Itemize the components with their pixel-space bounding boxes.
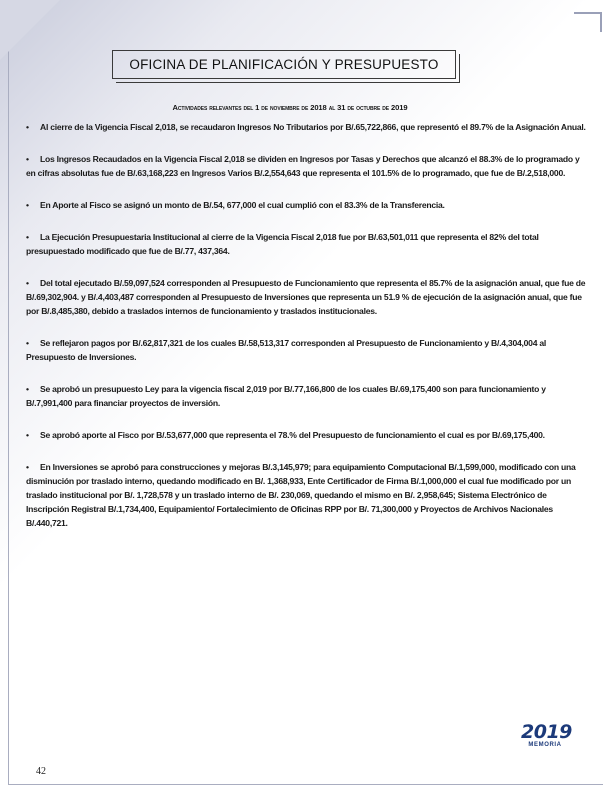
list-item-text: Los Ingresos Recaudados en la Vigencia Fiscal 2,018 se dividen en Ingresos por Tasas y Derechos que alcanzó el 88.3% de lo programado y en cifras absolutas fue de B/.63,168,223 en Ingresos Varios B/.2,554,643 que representa el 101.5% de lo programado, que fue de B/.2,518,000. (26, 154, 580, 178)
memoria-2019-logo (521, 721, 572, 756)
list-item (26, 382, 586, 410)
list-item (26, 428, 586, 442)
list-item (26, 276, 586, 318)
corner-bracket-decoration (574, 12, 602, 32)
list-item-text: Se reflejaron pagos por B/.62,817,321 de los cuales B/.58,513,317 corresponden al Presupuesto de Funcionamiento y B/.4,304,004 al Presupuesto de Inversiones. (26, 338, 547, 362)
bullet-icon: • (26, 122, 29, 132)
bullet-icon: • (26, 154, 29, 164)
page-title: OFICINA DE PLANIFICACIÓN Y PRESUPUESTO (129, 57, 439, 72)
bullet-icon: • (26, 430, 29, 440)
list-item-text: Al cierre de la Vigencia Fiscal 2,018, se recaudaron Ingresos No Tributarios por B/.65,722,866, que representó el 89.7% de la Asignación Anual. (40, 122, 586, 132)
list-item-text: La Ejecución Presupuestaria Institucional al cierre de la Vigencia Fiscal 2,018 fue por B/.63,501,011 que representa el 82% del total presupuestado modificado que fue de B/.77, 437,364. (26, 232, 539, 256)
bullet-icon: • (26, 278, 29, 288)
title-box (112, 50, 456, 79)
list-item-text: En Aporte al Fisco se asignó un monto de B/.54, 677,000 el cual cumplió con el 83.3% de la Transferencia. (40, 200, 445, 210)
logo-label: MEMORIA (528, 742, 562, 748)
logo-year: 2019 (521, 721, 572, 743)
list-item (26, 198, 586, 212)
list-item (26, 230, 586, 258)
page-number: 42 (36, 766, 46, 777)
list-item (26, 460, 586, 530)
section-subtitle: Actividades relevantes del 1 de noviembre de 2018 al 31 de octubre de 2019 (172, 103, 408, 112)
list-item-text: Del total ejecutado B/.59,097,524 corresponden al Presupuesto de Funcionamiento que representa el 85.7% de la asignación anual, que fue de B/.69,302,904. y B/.4,403,487 corresponden al Presupuesto de Inversiones que representa un 51.9 % de ejecución de la asignación anual, que fue por B/.8,485,380, debido a traslados internos de funcionamiento y traslados institucionales. (26, 278, 586, 316)
bullet-icon: • (26, 338, 29, 348)
bullet-icon: • (26, 200, 29, 210)
activity-list (26, 120, 586, 530)
list-item-text: Se aprobó aporte al Fisco por B/.53,677,000 que representa el 78.% del Presupuesto de funcionamiento el cual es por B/.69,175,400. (40, 430, 545, 440)
bullet-icon: • (26, 462, 29, 472)
list-item (26, 336, 586, 364)
bullet-icon: • (26, 384, 29, 394)
corner-decoration (0, 0, 60, 60)
list-item (26, 120, 586, 134)
list-item-text: Se aprobó un presupuesto Ley para la vigencia fiscal 2,019 por B/.77,166,800 de los cuales B/.69,175,400 son para funcionamiento y B/.7,991,400 para financiar proyectos de inversión. (26, 384, 546, 408)
list-item-text: En Inversiones se aprobó para construcciones y mejoras B/.3,145,979; para equipamiento Computacional B/.1,599,000, modificado con una disminución por traslado interno, quedando modificado en B/. 1,368,933, Ente Certificador de Firma B/.1,000,000 el cual fue modificado por un traslado institucional por B/. 1,728,578 y un traslado interno de B/. 230,069, quedando el mismo en B/. 2,958,645; Sistema Electrónico de Inscripción Registral B/.1,734,400, Equipamiento/ Fortalecimiento de Oficinas RPP por B/. 71,300,000 y Proyectos de Archivos Nacionales B/.440,721. (26, 462, 576, 528)
list-item (26, 152, 586, 180)
bullet-icon: • (26, 232, 29, 242)
